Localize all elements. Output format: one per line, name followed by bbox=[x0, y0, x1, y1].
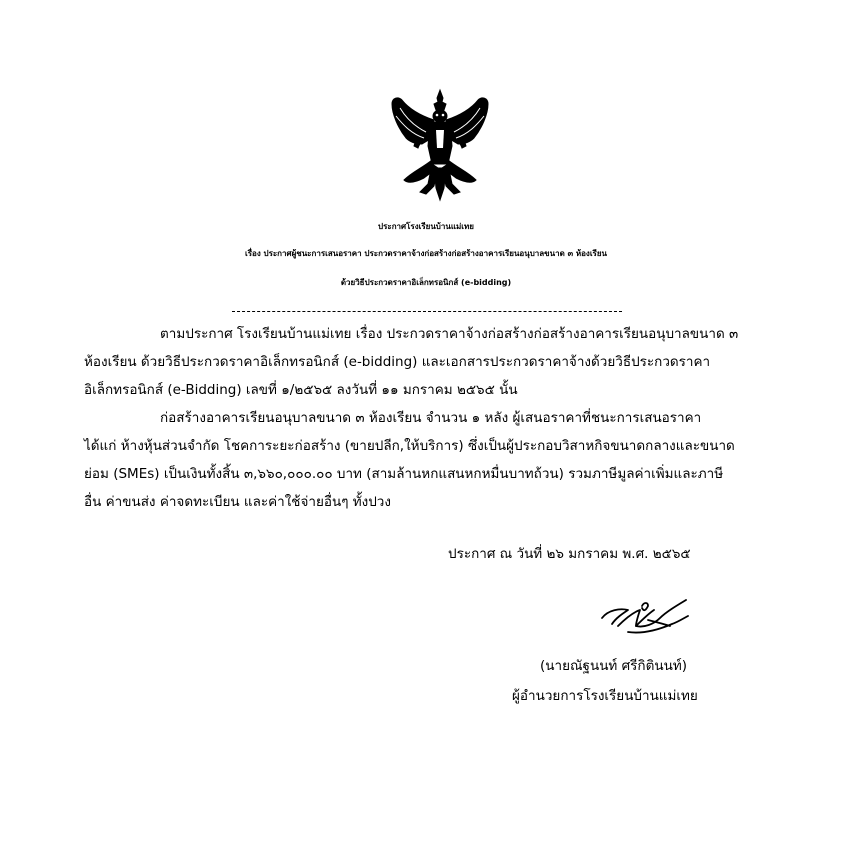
garuda-emblem-icon bbox=[386, 88, 494, 206]
paragraph-1-line-2: ห้องเรียน ด้วยวิธีประกวดราคาอิเล็กทรอนิกส์ (e-bidding) และเอกสารประกวดราคาจ้างด้วยวิธีประกวดราคา bbox=[84, 354, 711, 370]
paragraph-2-line-3: ย่อม (SMEs) เป็นเงินทั้งสิ้น ๓,๖๖๐,๐๐๐.๐๐ บาท (สามล้านหกแสนหกหมื่นบาทถ้วน) รวมภาษีมูลค่าเพิ่มและภาษี bbox=[84, 466, 724, 482]
handwritten-signature bbox=[598, 596, 690, 642]
signer-name: (นายณัฐนนท์ ศรีกิตินนท์) bbox=[540, 658, 687, 674]
paragraph-2-line-2: ได้แก่ ห้างหุ้นส่วนจำกัด โชคการะยะก่อสร้าง (ขายปลีก,ให้บริการ) ซึ่งเป็นผู้ประกอบวิสาหกิจขนาดกลางและขนาด bbox=[84, 438, 735, 454]
paragraph-2-line-1: ก่อสร้างอาคารเรียนอนุบาลขนาด ๓ ห้องเรียน จำนวน ๑ หลัง ผู้เสนอราคาที่ชนะการเสนอราคา bbox=[160, 410, 702, 426]
announced-date: ประกาศ ณ วันที่ ๒๖ มกราคม พ.ศ. ๒๕๖๕ bbox=[448, 546, 691, 562]
announcement-subject-method: ด้วยวิธีประกวดราคาอิเล็กทรอนิกส์ (e-bidding) bbox=[340, 278, 512, 287]
paragraph-1-line-1: ตามประกาศ โรงเรียนบ้านแม่เทย เรื่อง ประกวดราคาจ้างก่อสร้างก่อสร้างอาคารเรียนอนุบาลขนาด ๓ bbox=[160, 326, 739, 342]
signer-position: ผู้อำนวยการโรงเรียนบ้านแม่เทย bbox=[512, 688, 698, 704]
announcement-subject: เรื่อง ประกาศผู้ชนะการเสนอราคา ประกวดราคาจ้างก่อสร้างก่อสร้างอาคารเรียนอนุบาลขนาด ๓ ห้องเรียน bbox=[244, 249, 608, 258]
announcement-title: ประกาศโรงเรียนบ้านแม่เทย bbox=[378, 222, 474, 231]
paragraph-1-line-3: อิเล็กทรอนิกส์ (e-Bidding) เลขที่ ๑/๒๕๖๕ ลงวันที่ ๑๑ มกราคม ๒๕๖๕ นั้น bbox=[84, 382, 518, 398]
divider bbox=[232, 311, 622, 312]
paragraph-2-line-4: อื่น ค่าขนส่ง ค่าจดทะเบียน และค่าใช้จ่ายอื่นๆ ทั้งปวง bbox=[84, 494, 391, 510]
